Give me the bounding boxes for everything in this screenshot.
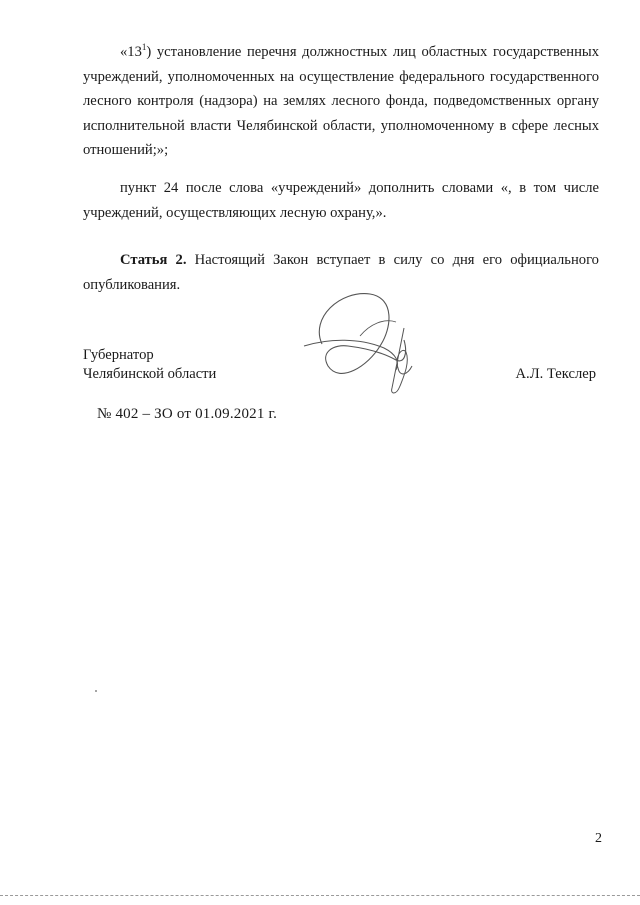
scan-speck	[95, 690, 97, 692]
clause-number-open: «13	[120, 44, 142, 60]
law-number: № 402 – ЗО от 01.09.2021 г.	[97, 406, 278, 422]
page-number: 2	[595, 831, 602, 846]
handwritten-signature	[300, 288, 430, 400]
clause-number-superscript: 1	[141, 42, 147, 53]
governor-title	[83, 346, 216, 384]
bottom-scan-edge	[0, 895, 640, 896]
clause-text: ) установление перечня должностных лиц областных государственных учреждений, уполномоченных на осуществление федерального государственного лесного контроля (надзора) на землях лесного фонда, подведомственных органу исполнительной власти Челябинской области, уполномоченному в сфере лесных отношений;»;	[83, 44, 599, 158]
governor-title-line1: Губернатор	[83, 347, 154, 363]
governor-name: А.Л. Текслер	[515, 366, 596, 382]
governor-title-line2: Челябинской области	[83, 366, 217, 382]
article-2-text: Настоящий Закон вступает в силу со дня его официального опубликования.	[83, 252, 599, 293]
article-2-label: Статья 2.	[120, 252, 187, 268]
paragraph-clause-13-1	[83, 40, 599, 163]
paragraph-point-24: пункт 24 после слова «учреждений» дополнить словами «, в том числе учреждений, осуществляющих лесную охрану,».	[83, 180, 599, 221]
